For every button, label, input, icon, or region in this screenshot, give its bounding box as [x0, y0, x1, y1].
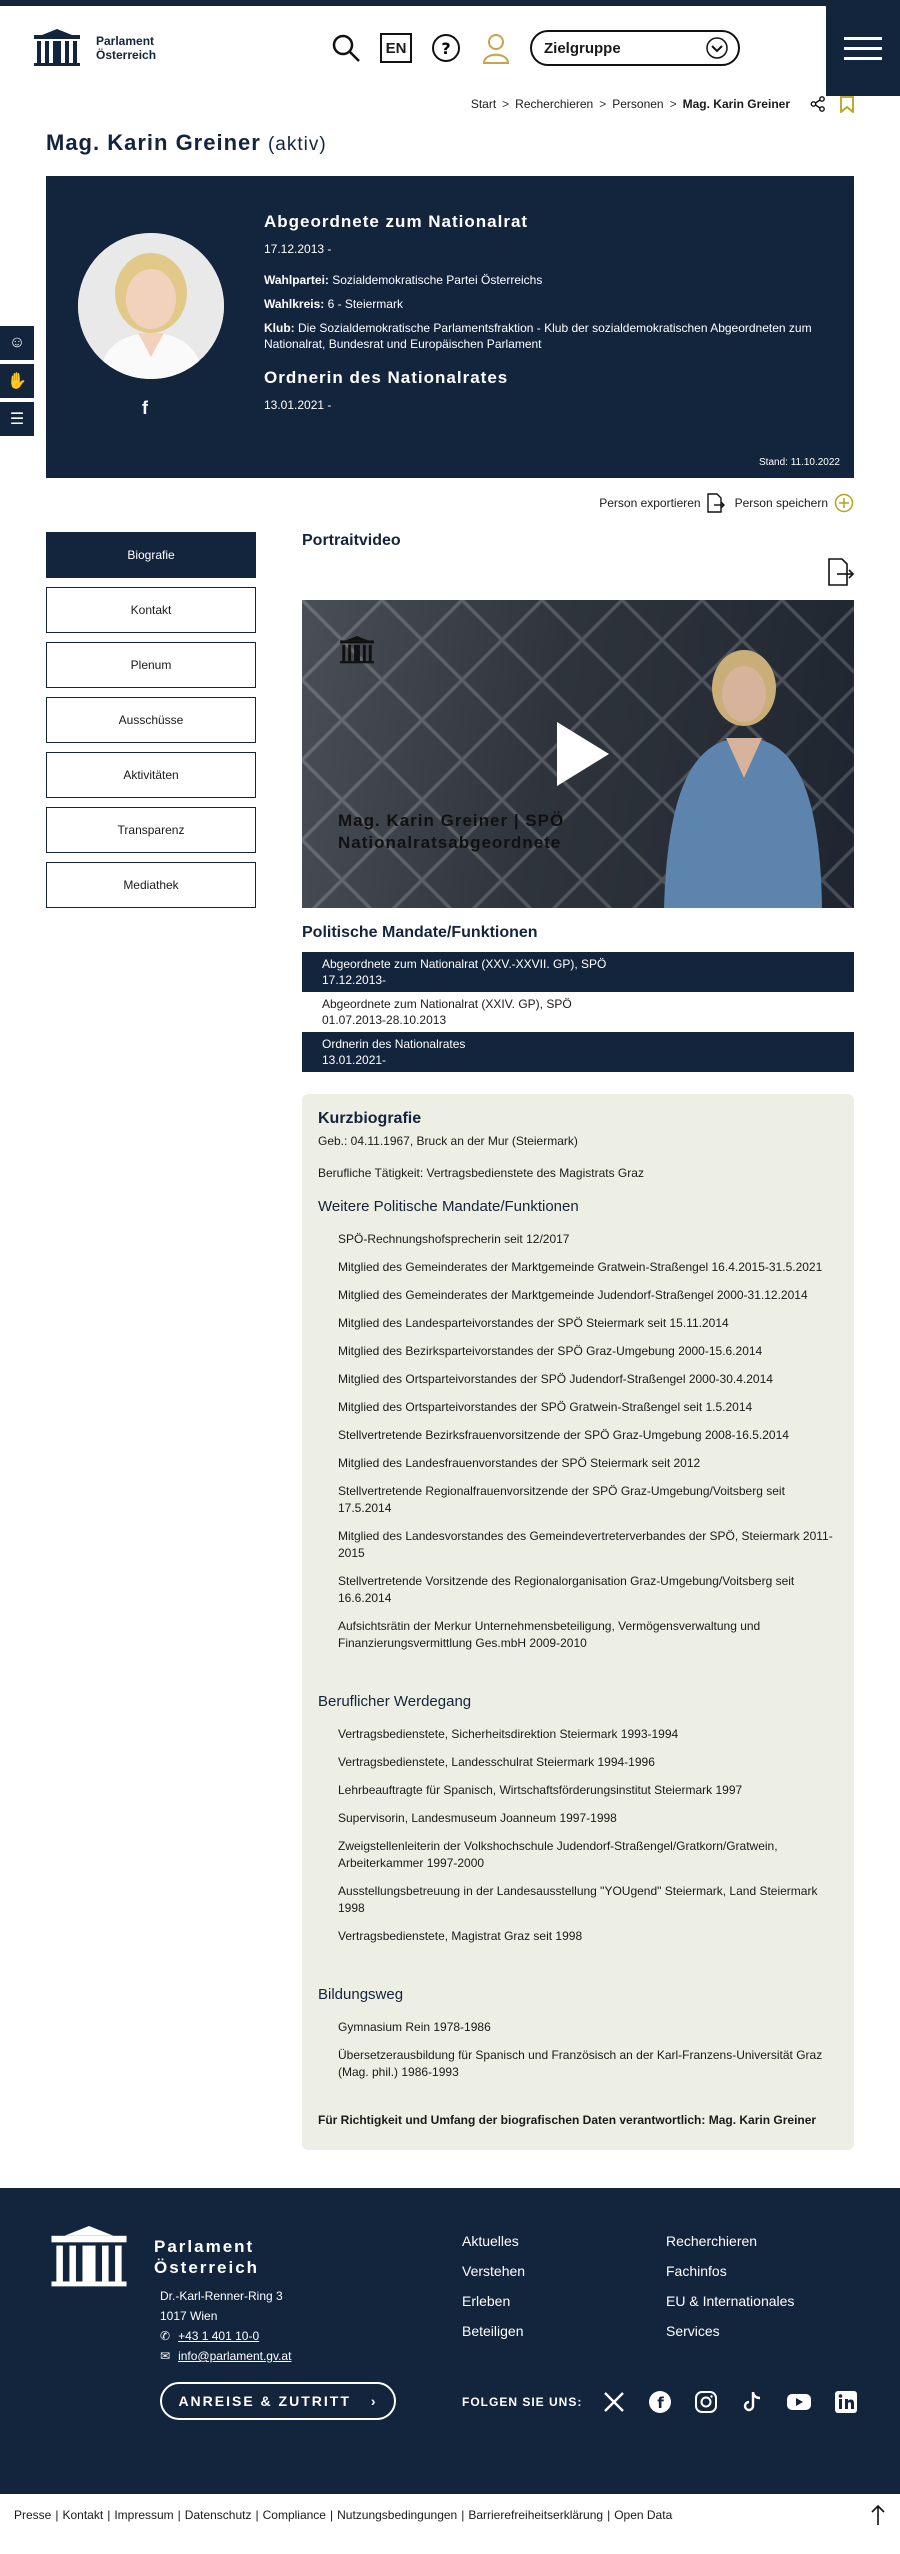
mandate-title: Abgeordnete zum Nationalrat (XXV.-XXVII. GP), SPÖ	[322, 957, 607, 971]
mandate-title: Abgeordnete zum Nationalrat (XXIV. GP), SPÖ	[322, 997, 572, 1011]
wahlkreis-label: Wahlkreis:	[264, 297, 325, 311]
visit-access-button[interactable]	[160, 2382, 396, 2420]
role-date: 13.01.2021 -	[264, 398, 332, 412]
list-item: Mitglied des Ortsparteivorstandes der SPÖ Gratwein-Straßengel seit 1.5.2014	[338, 1400, 753, 1414]
legal-links	[0, 2494, 900, 2536]
mandate-item	[302, 952, 854, 992]
list-item: Stellvertretende Vorsitzende des Regionalorganisation Graz-Umgebung/Voitsberg seit 16.6.2014	[338, 1574, 795, 1605]
list-item: Vertragsbedienstete, Magistrat Graz seit 1998	[338, 1929, 583, 1943]
nav-aktivitaeten[interactable]: Aktivitäten	[46, 752, 256, 798]
list-item: Ausstellungsbetreuung in der Landesausstellung "YOUgend" Steiermark, Land Steiermark 1998	[338, 1884, 818, 1915]
export-person-label: Person exportieren	[599, 496, 701, 510]
instagram-icon[interactable]	[694, 2390, 718, 2414]
video-caption-name: Mag. Karin Greiner | SPÖ	[338, 811, 565, 830]
footer-link[interactable]: Services	[666, 2323, 720, 2339]
wahlpartei-value: Sozialdemokratische Partei Österreichs	[332, 273, 543, 287]
footer-logo-line2: Österreich	[154, 2258, 260, 2277]
content-area	[0, 518, 900, 2150]
export-person-button[interactable]	[599, 493, 724, 513]
site-logo[interactable]	[32, 29, 156, 67]
address-city: 1017 Wien	[160, 2309, 218, 2323]
footer-address	[160, 2286, 291, 2366]
add-circle-icon	[834, 493, 854, 513]
legal-link[interactable]: Presse	[14, 2508, 52, 2522]
list-item: Übersetzerausbildung für Spanisch und Französisch an der Karl-Franzens-Universität Graz (Mag. phil.) 1986-1993	[338, 2048, 823, 2079]
phone-link[interactable]: +43 1 401 10-0	[178, 2329, 260, 2343]
separator: |	[55, 2508, 59, 2522]
play-icon[interactable]	[557, 722, 609, 786]
kurzbio-heading: Kurzbiografie	[318, 1110, 422, 1127]
save-person-button[interactable]	[735, 493, 854, 513]
footer-nav-col2	[666, 2226, 794, 2346]
export-video-icon[interactable]	[828, 558, 854, 586]
video-logo-icon	[338, 636, 376, 664]
chevron-down-icon	[706, 37, 728, 59]
list-item: SPÖ-Rechnungshofsprecherin seit 12/2017	[338, 1232, 570, 1246]
linkedin-icon[interactable]	[834, 2390, 858, 2414]
footer-link[interactable]: Beteiligen	[462, 2323, 524, 2339]
save-person-label: Person speichern	[734, 496, 828, 510]
export-icon	[707, 493, 725, 513]
list-item: Aufsichtsrätin der Merkur Unternehmensbeteiligung, Vermögensverwaltung und Finanzierungsvermittlung Ges.mbH 2009-2010	[338, 1619, 761, 1650]
kurzbio-born: Geb.: 04.11.1967, Bruck an der Mur (Steiermark)	[318, 1134, 578, 1148]
separator: |	[329, 2508, 334, 2522]
page-title	[0, 112, 900, 170]
logo-line2: Österreich	[96, 48, 157, 62]
short-biography	[302, 1094, 854, 2150]
video-person	[654, 628, 824, 908]
mandates-heading: Politische Mandate/Funktionen	[302, 924, 538, 941]
easy-language-icon[interactable]: ☰	[0, 402, 34, 436]
site-header	[0, 6, 900, 90]
klub-value: Die Sozialdemokratische Parlamentsfraktion - Klub der sozialdemokratischen Abgeordneten zum Nationalrat, Bundesrat und Europäischen Parlament	[264, 321, 812, 351]
footer-link[interactable]: Erleben	[462, 2293, 511, 2309]
menu-button[interactable]	[826, 0, 900, 96]
youtube-icon[interactable]	[786, 2390, 812, 2414]
back-to-top-icon[interactable]	[870, 2504, 886, 2526]
chevron-right-icon: ›	[370, 2393, 378, 2409]
portrait-video[interactable]	[302, 600, 854, 908]
zoom-icon[interactable]	[196, 354, 222, 380]
education-list	[318, 2019, 838, 2081]
hamburger-bar	[844, 47, 882, 50]
klub-row	[264, 320, 834, 352]
footer-link[interactable]: EU & Internationales	[666, 2293, 795, 2309]
list-item: Mitglied des Landesfrauenvorstandes der SPÖ Steiermark seit 2012	[338, 1456, 701, 1470]
section-nav	[46, 532, 256, 2150]
list-item: Vertragsbedienstete, Sicherheitsdirektion Steiermark 1993-1994	[338, 1727, 679, 1741]
separator: |	[607, 2508, 611, 2522]
share-icon[interactable]	[810, 96, 826, 112]
list-item: Mitglied des Landesvorstandes des Gemeindevertreterverbandes der SPÖ, Steiermark 2011-2015	[338, 1529, 833, 1560]
nav-biografie[interactable]: Biografie	[46, 532, 256, 578]
address-street: Dr.-Karl-Renner-Ring 3	[160, 2289, 283, 2303]
legal-link[interactable]: Open Data	[614, 2508, 673, 2522]
mandate-date: 01.07.2013-28.10.2013	[322, 1013, 447, 1027]
target-group-select[interactable]	[530, 30, 740, 66]
video-caption-role: Nationalratsabgeordnete	[338, 833, 562, 852]
person-actions	[0, 478, 900, 518]
list-item: Lehrbeauftragte für Spanisch, Wirtschaftsförderungsinstitut Steiermark 1997	[338, 1783, 743, 1797]
further-mandates-heading: Weitere Politische Mandate/Funktionen	[318, 1198, 579, 1215]
wahlpartei-label: Wahlpartei:	[264, 273, 329, 287]
list-item: Gymnasium Rein 1978-1986	[338, 2020, 491, 2034]
separator: |	[461, 2508, 465, 2522]
legal-link[interactable]: Impressum	[114, 2508, 174, 2522]
mandate-date: 13.01.2021-	[322, 1053, 387, 1067]
main-content	[302, 532, 854, 2150]
list-item: Mitglied des Ortsparteivorstandes der SPÖ Judendorf-Straßengel 2000-30.4.2014	[338, 1372, 773, 1386]
facebook-icon[interactable]	[648, 2390, 672, 2414]
breadcrumb-current: Mag. Karin Greiner	[682, 97, 790, 111]
role-heading: Ordnerin des Nationalrates	[264, 368, 509, 387]
svg-text:?: ?	[441, 39, 451, 58]
role-date: 17.12.2013 -	[264, 242, 332, 256]
list-item: Mitglied des Bezirksparteivorstandes der SPÖ Graz-Umgebung 2000-15.6.2014	[338, 1344, 763, 1358]
breadcrumb-start[interactable]: Start	[470, 97, 497, 111]
wahlpartei-row	[264, 272, 834, 288]
footer-link[interactable]: Fachinfos	[666, 2263, 727, 2279]
mail-icon: ✉	[160, 2349, 171, 2363]
nav-plenum[interactable]: Plenum	[46, 642, 256, 688]
nav-ausschuesse[interactable]: Ausschüsse	[46, 697, 256, 743]
phone-icon: ✆	[160, 2329, 171, 2343]
svg-text:f: f	[657, 2394, 666, 2412]
hamburger-bar	[844, 57, 882, 60]
target-group-value: Zielgruppe	[544, 39, 621, 57]
nav-kontakt[interactable]: Kontakt	[46, 587, 256, 633]
hamburger-bar	[844, 37, 882, 40]
wahlkreis-row	[264, 296, 834, 312]
breadcrumb-personen[interactable]: Personen	[612, 97, 664, 111]
career-list	[318, 1726, 838, 1945]
legal-link[interactable]: Kontakt	[62, 2508, 104, 2522]
parliament-logo-icon	[46, 2226, 132, 2288]
list-item: Supervisorin, Landesmuseum Joanneum 1997-1998	[338, 1811, 617, 1825]
mandates-list	[302, 952, 854, 1072]
sign-language-icon[interactable]: ✋	[0, 364, 34, 398]
separator: |	[177, 2508, 181, 2522]
list-item: Mitglied des Gemeinderates der Marktgemeinde Gratwein-Straßengel 16.4.2015-31.5.2021	[338, 1260, 823, 1274]
list-item: Stellvertretende Bezirksfrauenvorsitzende der SPÖ Graz-Umgebung 2008-16.5.2014	[338, 1428, 789, 1442]
person-name: Mag. Karin Greiner	[46, 130, 261, 155]
list-item: Mitglied des Gemeinderates der Marktgemeinde Judendorf-Straßengel 2000-31.12.2014	[338, 1288, 808, 1302]
list-item: Vertragsbedienstete, Landesschulrat Steiermark 1994-1996	[338, 1755, 655, 1769]
x-icon[interactable]	[602, 2390, 626, 2414]
stand-date: Stand: 11.10.2022	[759, 457, 840, 468]
list-item: Zweigstellenleiterin der Volkshochschule Judendorf-Straßengel/Gratkorn/Gratwein, Arbeiterkammer 1997-2000	[338, 1839, 778, 1870]
nav-mediathek[interactable]: Mediathek	[46, 862, 256, 908]
person-status: (aktiv)	[267, 134, 327, 155]
further-mandates-list	[318, 1231, 838, 1652]
search-icon[interactable]	[330, 32, 362, 64]
list-item: Stellvertretende Regionalfrauenvorsitzende der SPÖ Graz-Umgebung/Voitsberg seit 17.5.2014	[338, 1484, 785, 1515]
facebook-icon[interactable]: f	[142, 398, 148, 418]
kurzbio-job: Berufliche Tätigkeit: Vertragsbedienstete des Magistrats Graz	[318, 1166, 644, 1180]
responsibility-note: Für Richtigkeit und Umfang der biografischen Daten verantwortlich: Mag. Karin Greiner	[318, 2113, 817, 2127]
mandate-item	[302, 1032, 854, 1072]
education-heading: Bildungsweg	[318, 1986, 404, 2003]
visit-access-label: ANREISE & ZUTRITT	[178, 2393, 351, 2409]
legal-link[interactable]: Datenschutz	[184, 2508, 252, 2522]
help-icon[interactable]	[430, 32, 462, 64]
site-footer	[0, 2188, 900, 2494]
footer-link[interactable]: Aktuelles	[462, 2233, 519, 2249]
footer-logo-line1: Parlament	[154, 2237, 255, 2256]
breadcrumb-recherchieren[interactable]: Recherchieren	[515, 97, 594, 111]
separator: |	[107, 2508, 111, 2522]
mandate-date: 17.12.2013-	[322, 973, 387, 987]
breadcrumb-separator: >	[502, 97, 510, 111]
breadcrumb-separator: >	[599, 97, 607, 111]
profile-card	[46, 176, 854, 478]
career-heading: Beruflicher Werdegang	[318, 1693, 472, 1710]
role-heading: Abgeordnete zum Nationalrat	[264, 212, 529, 231]
separator: |	[255, 2508, 259, 2522]
social-links	[462, 2390, 858, 2414]
nav-transparenz[interactable]: Transparenz	[46, 807, 256, 853]
klub-label: Klub:	[264, 321, 295, 335]
legal-link[interactable]: Nutzungsbedingungen	[337, 2508, 458, 2522]
footer-logo[interactable]	[46, 2226, 259, 2288]
footer-link[interactable]: Verstehen	[462, 2263, 526, 2279]
mandate-item	[302, 992, 854, 1032]
accessibility-icon[interactable]: ☺	[0, 326, 34, 360]
accessibility-tools	[0, 326, 34, 436]
user-icon[interactable]	[480, 32, 512, 64]
logo-line1: Parlament	[96, 34, 155, 48]
wahlkreis-value: 6 - Steiermark	[327, 297, 403, 311]
list-item: Mitglied des Landesparteivorstandes der SPÖ Steiermark seit 15.11.2014	[338, 1316, 729, 1330]
bookmark-icon[interactable]	[840, 96, 854, 113]
portrait-heading: Portraitvideo	[302, 532, 401, 549]
mandate-title: Ordnerin des Nationalrates	[322, 1037, 466, 1051]
parliament-logo-icon	[32, 29, 82, 67]
footer-nav-col1	[462, 2226, 525, 2346]
language-switch-button[interactable]: EN	[380, 33, 412, 63]
legal-link[interactable]: Barrierefreiheitserklärung	[468, 2508, 604, 2522]
breadcrumb-separator: >	[669, 97, 677, 111]
legal-link[interactable]: Compliance	[262, 2508, 326, 2522]
follow-label: FOLGEN SIE UNS:	[462, 2395, 583, 2409]
footer-link[interactable]: Recherchieren	[666, 2233, 758, 2249]
breadcrumb	[0, 90, 900, 112]
email-link[interactable]: info@parlament.gv.at	[178, 2349, 292, 2363]
tiktok-icon[interactable]	[740, 2390, 764, 2414]
